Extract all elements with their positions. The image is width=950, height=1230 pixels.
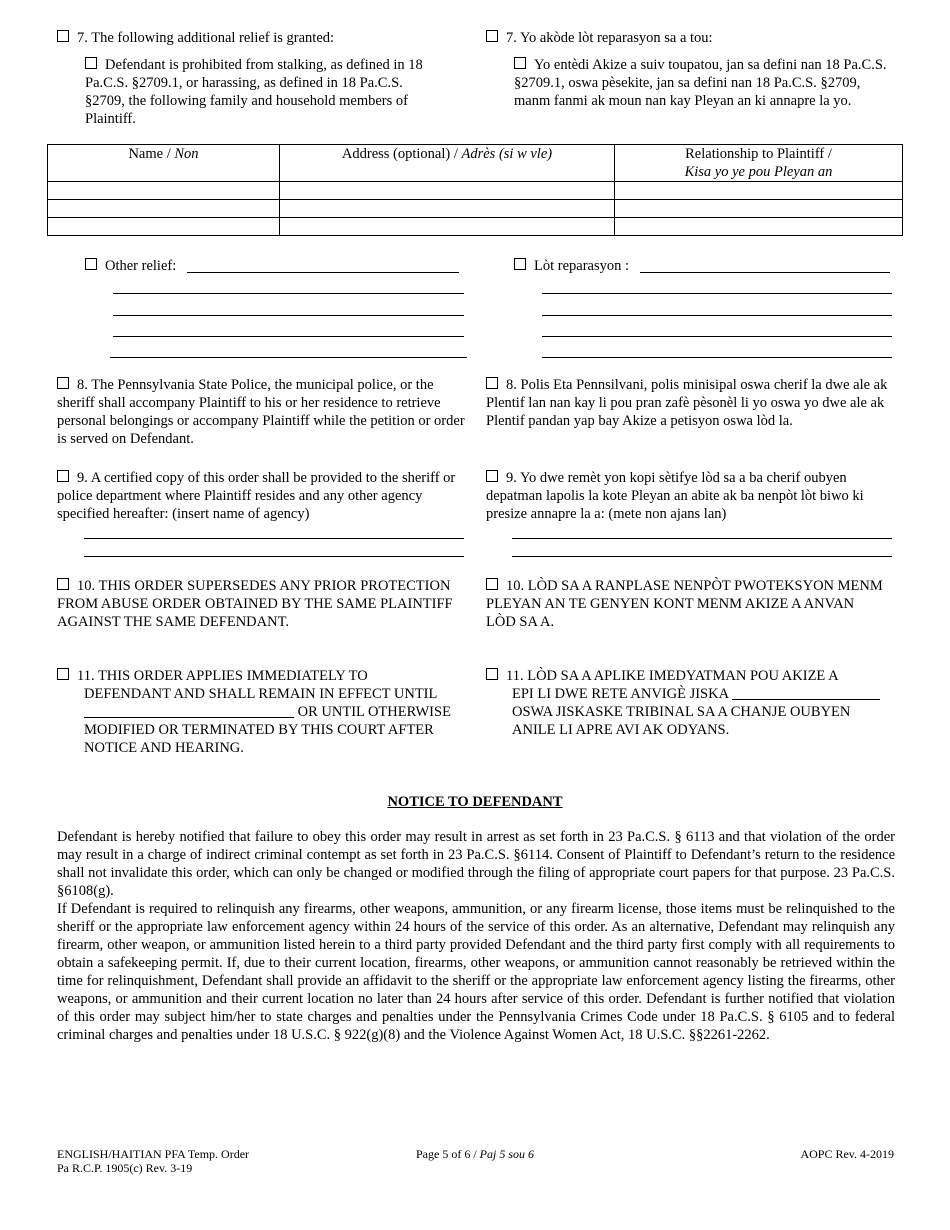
other-relief-ht-line[interactable]: [640, 272, 890, 273]
item10-en: 10. THIS ORDER SUPERSEDES ANY PRIOR PROTECTION FROM ABUSE ORDER OBTAINED BY THE SAME PLAINTIFF AGAINST THE SAME DEFENDANT.: [57, 578, 453, 630]
agency-ht-line[interactable]: [512, 556, 892, 557]
item7-en-sub: Defendant is prohibited from stalking, as defined in 18 Pa.C.S. §2709.1, or harassing, as defined in 18 Pa.C.S. §2709, the following family and household members of Plaintiff.: [85, 57, 423, 127]
item10-ht-checkbox[interactable]: [486, 578, 498, 590]
expiration-date-ht-field[interactable]: [732, 685, 880, 700]
item11-ht-checkbox[interactable]: [486, 668, 498, 680]
other-relief-ht-line[interactable]: [542, 293, 892, 294]
item7-en-heading: 7. The following additional relief is granted:: [57, 29, 457, 47]
col-address-header: Address (optional) / Adrès (si w vle): [280, 145, 615, 182]
other-relief-en-checkbox[interactable]: [85, 258, 97, 270]
item7-ht-sub: Yo entèdi Akize a suiv toupatou, jan sa defini nan 18 Pa.C.S. §2709.1, oswa pèsekite, jan sa defini nan 18 Pa.C.S. §2709, manm fanmi ak moun nan kay Pleyan an ki annapre la yo.: [514, 57, 887, 109]
item7-en-sub-checkbox[interactable]: [85, 57, 97, 69]
item7-en-checkbox[interactable]: [57, 30, 69, 42]
expiration-date-en-field[interactable]: [84, 703, 294, 718]
item9-ht: 9. Yo dwe remèt yon kopi sètifye lòd sa a ba cherif oubyen depatman lapolis la kote Pleyan an abite ak ba nenpòt lòt biwo ki presize annapre la a: (mete non ajans lan): [486, 470, 864, 522]
agency-ht-line[interactable]: [512, 538, 892, 539]
col-relationship-header: Relationship to Plaintiff / Kisa yo ye pou Pleyan an: [615, 145, 903, 182]
item8-ht: 8. Polis Eta Pennsilvani, polis minisipal oswa cherif la dwe ale ak Plentif lan nan kay li pou pran zafè pèsonèl li yo oswa yo dwe ale ak Plentif pandan yap bay Akize a petisyon oswa lòd la.: [486, 377, 888, 429]
other-relief-ht-line[interactable]: [542, 336, 892, 337]
other-relief-en-line[interactable]: [113, 336, 464, 337]
item11-ht: 11. LÒD SA A APLIKE IMEDYATMAN POU AKIZE A EPI LI DWE RETE ANVIGÈ JISKA OSWA JISKASKE TRIBINAL SA A CHANJE OUBYEN ANILE LI APRE AVI AK ODYANS.: [486, 667, 906, 739]
notice-paragraph-2: If Defendant is required to relinquish any firearms, other weapons, ammunition, or any firearm license, those items must be relinquished to the sheriff or the appropriate law enforcement agency within 24 hours of the service of this order. As an alternative, Defendant may relinquish any firearm, other weapon, or ammunition listed herein to a third party provided Defendant and the third party first comply with all requirements to obtain a safekeeping permit. If, due to their current location, firearms, other weapons, or ammunition cannot reasonably be retrieved within the time for relinquishment, Defendant shall provide an affidavit to the sheriff or the appropriate law enforcement agency listing the firearms, other weapons, or ammunition and their current location no later than 24 hours after service of this order. Defendant is further notified that violation of this order may subject him/her to state charges and penalties under the Pennsylvania Crimes Code under 18 Pa.C.S. § 6105 and to federal criminal charges and penalties under 18 U.S.C. § 922(g)(8) and the Violence Against Women Act, 18 U.S.C. §§2261-2262.: [57, 901, 895, 1043]
other-relief-en-line[interactable]: [110, 357, 467, 358]
table-row[interactable]: [48, 200, 903, 218]
item8-en-checkbox[interactable]: [57, 377, 69, 389]
other-relief-ht-line[interactable]: [542, 315, 892, 316]
table-row[interactable]: [48, 182, 903, 200]
item10-en-checkbox[interactable]: [57, 578, 69, 590]
notice-title: NOTICE TO DEFENDANT: [387, 794, 563, 810]
other-relief-en-line[interactable]: [113, 293, 464, 294]
table-row[interactable]: [48, 218, 903, 236]
item9-ht-checkbox[interactable]: [486, 470, 498, 482]
agency-en-line[interactable]: [84, 538, 464, 539]
table-header-row: [48, 145, 903, 182]
item8-ht-checkbox[interactable]: [486, 377, 498, 389]
item7-ht-sub-checkbox[interactable]: [514, 57, 526, 69]
item11-en-checkbox[interactable]: [57, 668, 69, 680]
other-relief-en: Other relief:: [85, 257, 176, 275]
item7-ht-checkbox[interactable]: [486, 30, 498, 42]
footer-right: AOPC Rev. 4-2019: [800, 1147, 894, 1161]
family-members-table: [47, 144, 903, 236]
other-relief-ht-checkbox[interactable]: [514, 258, 526, 270]
page-number: Page 5 of 6 / Paj 5 sou 6: [416, 1147, 534, 1161]
item9-en: 9. A certified copy of this order shall be provided to the sheriff or police department where Plaintiff resides and any other agency specified hereafter: (insert name of agency): [57, 470, 456, 522]
item10-ht: 10. LÒD SA A RANPLASE NENPÒT PWOTEKSYON MENM PLEYAN AN TE GENYEN KONT MENM AKIZE A ANVAN LÒD SA A.: [486, 578, 883, 630]
col-name-header: Name / Non: [48, 145, 280, 182]
other-relief-en-line[interactable]: [113, 315, 464, 316]
item7-ht-heading: 7. Yo akòde lòt reparasyon sa a tou:: [486, 29, 906, 47]
other-relief-ht-line[interactable]: [542, 357, 892, 358]
item8-en: 8. The Pennsylvania State Police, the municipal police, or the sheriff shall accompany Plaintiff to his or her residence to retrieve personal belongings or accompany Plaintiff while the petition or order is served on Defendant.: [57, 377, 465, 447]
other-relief-en-line[interactable]: [187, 272, 459, 273]
item9-en-checkbox[interactable]: [57, 470, 69, 482]
footer-left: ENGLISH/HAITIAN PFA Temp. Order Pa R.C.P. 1905(c) Rev. 3-19: [57, 1147, 250, 1175]
notice-paragraph-1: Defendant is hereby notified that failure to obey this order may result in arrest as set forth in 23 Pa.C.S. § 6113 and that violation of the order may result in a charge of indirect criminal contempt as set forth in 23 Pa.C.S. §6114. Consent of Plaintiff to Defendant’s return to the residence shall not invalidate this order, which can only be changed or modified through the filing of appropriate court papers for that purpose. 23 Pa.C.S. §6108(g).: [57, 829, 895, 899]
item11-en: 11. THIS ORDER APPLIES IMMEDIATELY TO DEFENDANT AND SHALL REMAIN IN EFFECT UNTIL OR UNTIL OTHERWISE MODIFIED OR TERMINATED BY THIS COURT AFTER NOTICE AND HEARING.: [57, 667, 477, 757]
agency-en-line[interactable]: [84, 556, 464, 557]
other-relief-ht: Lòt reparasyon :: [514, 257, 629, 275]
